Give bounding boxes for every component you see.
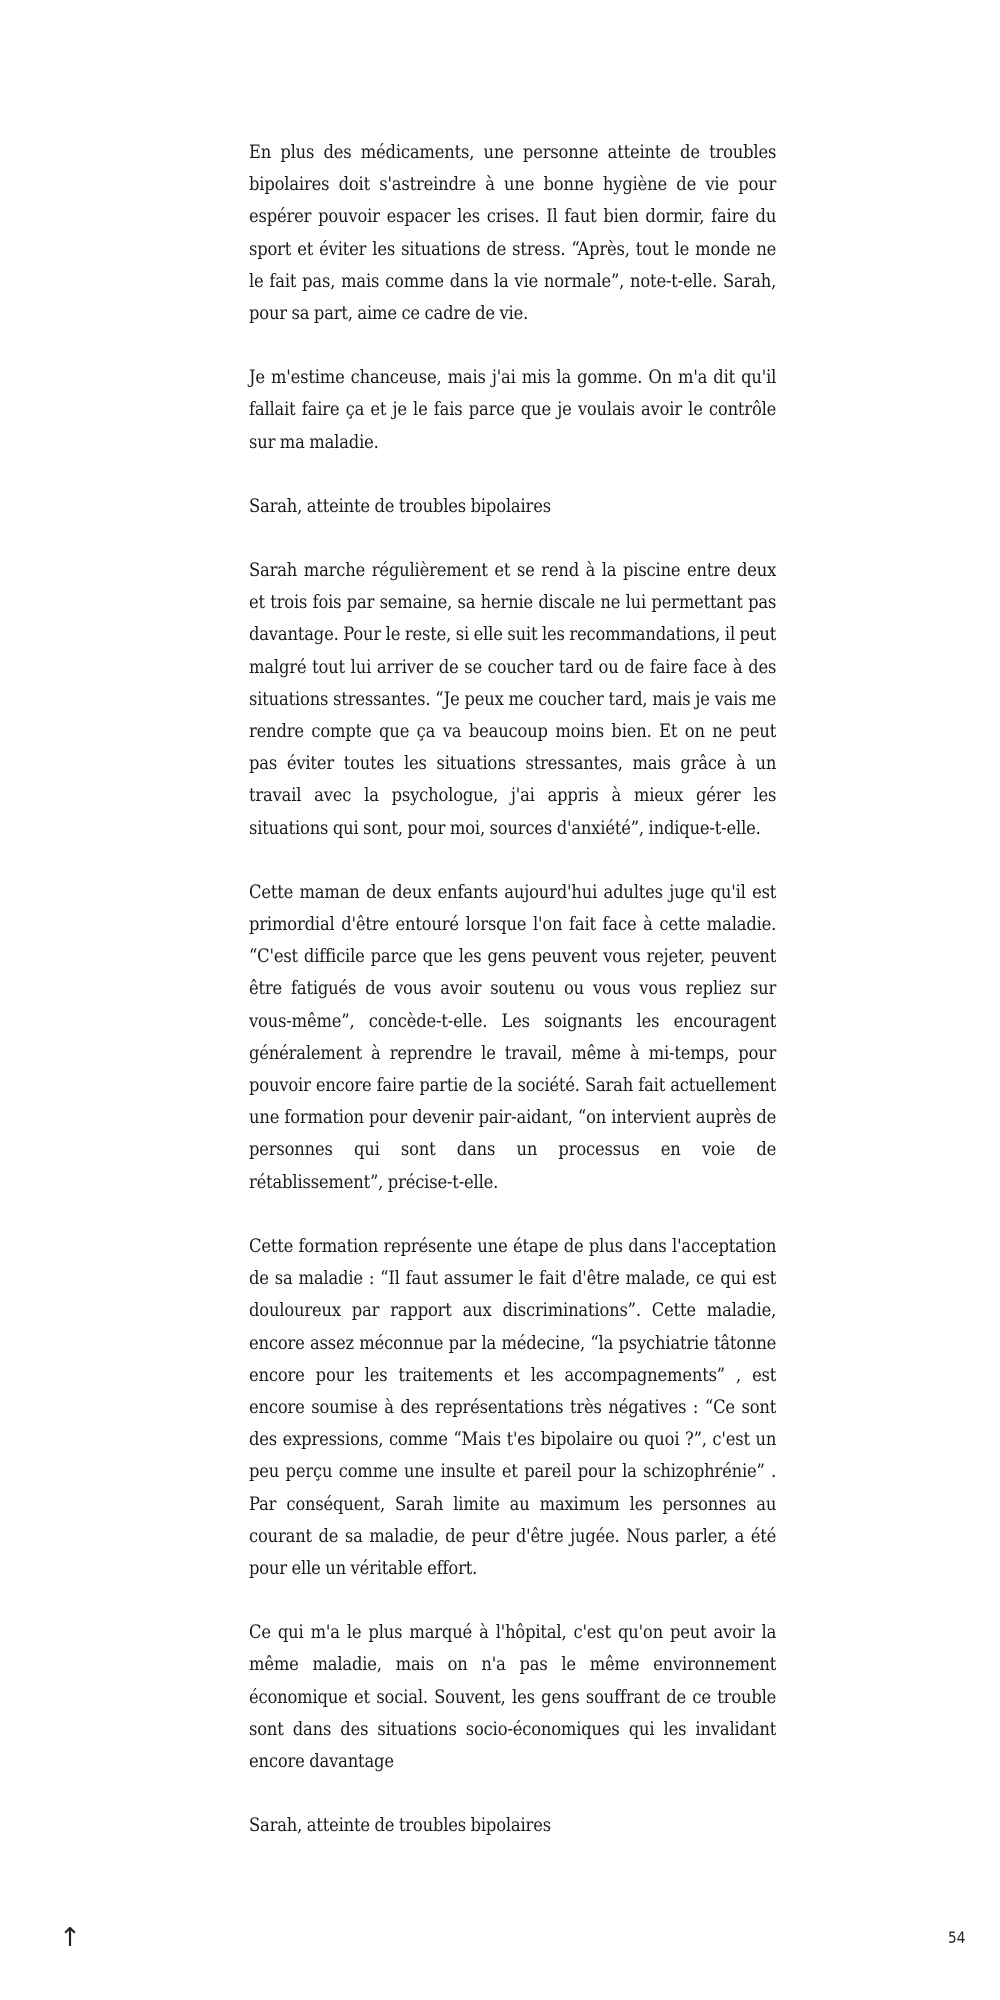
- body-paragraph: Cette formation représente une étape de plus dans l'acceptation de sa maladie : “Il faut assumer le fait d'être malade, ce qui est douloureux par rapport aux discriminations”. Cette maladie, encore assez méconnue par la médecine, “la psychiatrie tâtonne encore pour les traitements et les accompagnements” , est encore soumise à des représentations très négatives : “Ce sont des expressions, comme “Mais t'es bipolaire ou quoi ?”, c'est un peu perçu comme une insulte et pareil pour la schizophrénie” . Par conséquent, Sarah limite au maximum les personnes au courant de sa maladie, de peur d'être jugée. Nous parler, a été pour elle un véritable effort.: [249, 1234, 777, 1579]
- pull-quote: Ce qui m'a le plus marqué à l'hôpital, c'est qu'on peut avoir la même maladie, mais on n'a pas le même environnement économique et social. Souvent, les gens souffrant de ce trouble sont dans des situations socio-économiques qui les invalidant encore davantage: [249, 1621, 777, 1772]
- pull-quote: Je m'estime chanceuse, mais j'ai mis la gomme. On m'a dit qu'il fallait faire ça et je le fais parce que je voulais avoir le contrôle sur ma maladie.: [249, 366, 777, 453]
- arrow-up-icon: ↑: [59, 1923, 81, 1953]
- body-paragraph: Sarah marche régulièrement et se rend à la piscine entre deux et trois fois par semaine, sa hernie discale ne lui permettant pas davantage. Pour le reste, si elle suit les recommandations, il peut malgré tout lui arriver de se coucher tard ou de faire face à des situations stressantes. “Je peux me coucher tard, mais je vais me rendre compte que ça va beaucoup moins bien. Et on ne peut pas éviter toutes les situations stressantes, mais grâce à un travail avec la psychologue, j'ai appris à mieux gérer les situations qui sont, pour moi, sources d'anxiété”, indique-t-elle.: [249, 559, 777, 839]
- quote-attribution: Sarah, atteinte de troubles bipolaires: [249, 494, 551, 517]
- body-paragraph: Cette maman de deux enfants aujourd'hui adultes juge qu'il est primordial d'être entouré lorsque l'on fait face à cette maladie. “C'est difficile parce que les gens peuvent vous rejeter, peuvent être fatigués de vous avoir soutenu ou vous vous repliez sur vous-même”, concède-t-elle. Les soignants les encouragent généralement à reprendre le travail, même à mi-temps, pour pouvoir encore faire partie de la société. Sarah fait actuellement une formation pour devenir pair-aidant, “on intervient auprès de personnes qui sont dans un processus en voie de rétablissement”, précise-t-elle.: [249, 880, 777, 1193]
- body-paragraph: En plus des médicaments, une personne atteinte de troubles bipolaires doit s'astreindre à une bonne hygiène de vie pour espérer pouvoir espacer les crises. Il faut bien dormir, faire du sport et éviter les situations de stress. “Après, tout le monde ne le fait pas, mais comme dans la vie normale”, note-t-elle. Sarah, pour sa part, aime ce cadre de vie.: [249, 141, 777, 325]
- article-body: [249, 136, 776, 1873]
- page-number: 54: [947, 1928, 965, 1947]
- quote-attribution: Sarah, atteinte de troubles bipolaires: [249, 1814, 551, 1837]
- back-to-top-button[interactable]: [58, 1923, 82, 1953]
